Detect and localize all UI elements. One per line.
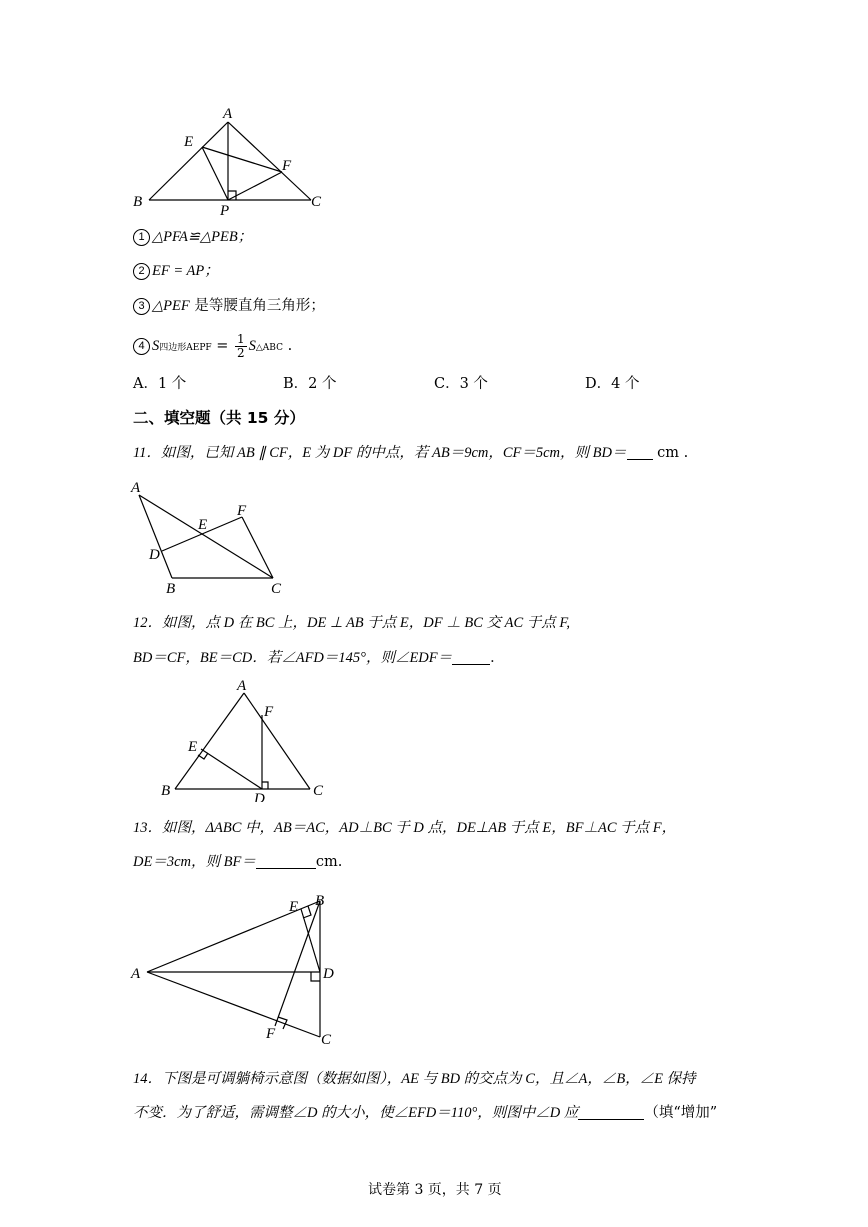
q11-text <box>133 443 688 463</box>
q10-item-1-text: △PFA≌△PEB； <box>152 229 253 245</box>
q12-label-c: C <box>313 783 324 799</box>
q13-line-2 <box>133 852 342 872</box>
q12-figure <box>155 672 335 802</box>
q10-item-4-s1-sub: 四边形AEPF <box>159 343 212 353</box>
q10-option-c: C．3 个 <box>434 376 488 392</box>
q10-item-4-s2: S <box>248 338 256 354</box>
q10-item-4-s2-sub: △ABC <box>255 343 283 353</box>
q10-option-b: B．2 个 <box>283 376 337 392</box>
q14-line-2-end: （填“增加” <box>644 1105 718 1121</box>
q11-label-c: C <box>271 581 282 597</box>
q13-line-2-end: cm. <box>315 854 343 870</box>
q14-answer-blank[interactable] <box>578 1119 644 1120</box>
q11-answer-blank[interactable] <box>627 459 653 460</box>
q10-item-4-end: . <box>282 338 293 354</box>
q13-label-a: A <box>131 966 141 982</box>
q10-item-4-number: 4 <box>133 338 150 355</box>
q13-line-1-text: 13．如图，ΔABC 中，AB＝AC，AD⊥BC 于 D 点，DE⊥AB 于点 E，BF⊥AC 于点 F， <box>133 820 677 836</box>
q10-figure <box>125 100 335 225</box>
q13-label-f: F <box>266 1026 276 1042</box>
q10-item-3-number: 3 <box>133 298 150 315</box>
q10-label-p: P <box>220 203 230 219</box>
q13-label-c: C <box>321 1032 332 1048</box>
q13-answer-blank[interactable] <box>256 868 316 869</box>
q13-figure <box>125 885 350 1050</box>
q12-line-2-end: ． <box>490 650 505 666</box>
q12-label-e: E <box>188 739 198 755</box>
q14-line-1-text: 14．下图是可调躺椅示意图（数据如图），AE 与 BD 的交点为 C，且∠A，∠B，∠E 保持 <box>133 1071 696 1087</box>
q12-line-1-text: 12．如图，点 D 在 BC 上，DE ⊥ AB 于点 E，DF ⊥ BC 交 AC 于点 F, <box>133 615 571 631</box>
q13-label-e: E <box>289 899 299 915</box>
page-footer: 试卷第 3 页，共 7 页 <box>368 1182 502 1198</box>
q10-item-3-text: 是等腰直角三角形； <box>189 298 325 314</box>
q12-label-b: B <box>161 783 171 799</box>
q10-label-c: C <box>311 194 322 210</box>
q10-item-3-math: △PEF <box>152 298 190 314</box>
q12-label-d: D <box>254 791 265 802</box>
q10-option-a: A．1 个 <box>133 376 187 392</box>
q11-label-a: A <box>131 480 141 496</box>
q12-label-a: A <box>237 678 247 694</box>
q11-label-e: E <box>198 517 208 533</box>
q10-item-2-number: 2 <box>133 263 150 280</box>
q10-label-a: A <box>223 106 233 122</box>
q10-item-2 <box>133 261 219 281</box>
q14-line-1 <box>133 1069 696 1089</box>
q11-line: 11．如图，已知 AB ∥ CF，E 为 DF 的中点，若 AB＝9cm，CF＝5cm，则 BD＝ <box>133 445 627 461</box>
q11-unit: cm . <box>652 445 689 461</box>
q14-line-2-text: 不变．为了舒适，需调整∠D 的大小，使∠EFD＝110°，则图中∠D 应 <box>133 1105 579 1121</box>
q12-line-2 <box>133 648 505 668</box>
q10-item-3 <box>133 296 325 316</box>
section-2-title: 二、填空题（共 15 分） <box>133 409 305 427</box>
q13-label-d: D <box>323 966 334 982</box>
q10-item-4-frac-numerator: 1 <box>237 331 245 346</box>
q12-line-1 <box>133 613 570 633</box>
q10-label-e: E <box>184 134 194 150</box>
q10-item-4-frac-denominator: 2 <box>237 345 245 360</box>
q11-label-b: B <box>166 581 176 597</box>
q11-figure <box>125 475 300 597</box>
q10-item-4-eq: = <box>211 338 233 354</box>
q12-label-f: F <box>264 704 274 720</box>
q14-line-2 <box>133 1103 717 1123</box>
q10-item-4 <box>133 331 292 363</box>
q10-item-1 <box>133 227 252 247</box>
q10-item-2-text: EF = AP； <box>152 263 219 279</box>
q10-option-d: D．4 个 <box>585 376 640 392</box>
q12-answer-blank[interactable] <box>452 664 490 665</box>
q10-label-f: F <box>282 158 292 174</box>
q11-label-d: D <box>149 547 160 563</box>
q12-line-2-text: BD＝CF，BE＝CD．若∠AFD＝145°，则∠EDF＝ <box>133 650 453 666</box>
q10-item-1-number: 1 <box>133 229 150 246</box>
q13-line-2-text: DE＝3cm，则 BF＝ <box>133 854 256 870</box>
q10-item-4-fraction <box>235 333 247 360</box>
q11-label-f: F <box>237 503 247 519</box>
q13-line-1 <box>133 818 676 838</box>
q10-item-4-s1: S <box>152 338 160 354</box>
q10-label-b: B <box>133 194 143 210</box>
q13-label-b: B <box>315 893 325 909</box>
